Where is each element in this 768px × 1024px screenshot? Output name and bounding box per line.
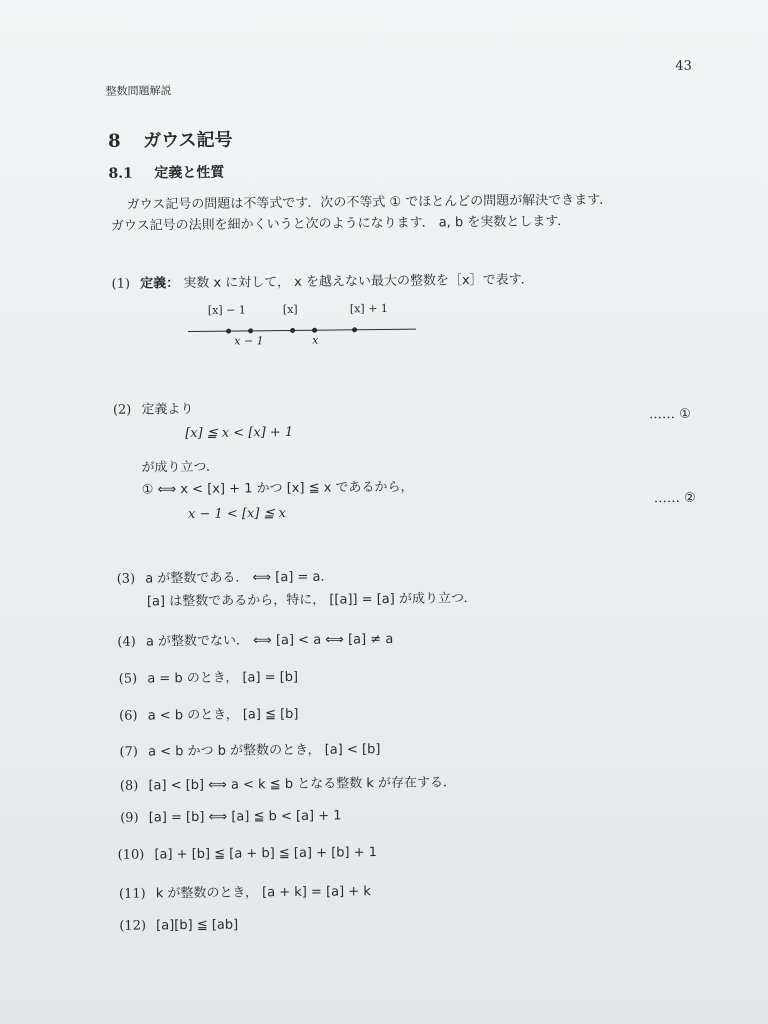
item-2-line-1: 定義より: [141, 401, 194, 418]
item-11-text: k が整数のとき， [a + k] = [a] + k: [155, 884, 371, 902]
item-9-text: [a] = [b] ⟺ [a] ≦ b < [a] + 1: [148, 808, 342, 826]
numline-label-floor: [x]: [282, 302, 298, 317]
item-5-text: a = b のとき， [a] = [b]: [147, 669, 299, 687]
item-label: (10): [117, 847, 145, 863]
item-label: (1): [111, 276, 131, 292]
item-3: [117, 566, 334, 587]
item-2: [113, 398, 194, 418]
numline-tick: [352, 327, 357, 332]
item-7-text: a < b かつ b が整数のとき， [a] < [b]: [147, 742, 381, 760]
item-12-text: [a][b] ≦ [ab]: [156, 917, 239, 934]
intro-line-1: ガウス記号の問題は不等式です．次の不等式 ① でほとんどの問題が解決できます．: [126, 192, 613, 213]
numline-axis: [188, 329, 416, 332]
item-label: (7): [119, 744, 139, 760]
item-label: (11): [118, 886, 146, 902]
item-label: (6): [119, 708, 138, 724]
item-12: [119, 918, 238, 934]
item-10-text: [a] + [b] ≦ [a + b] ≦ [a] + [b] + 1: [154, 845, 378, 863]
item-9: [120, 808, 341, 825]
subsection-number: 8.1: [108, 165, 133, 182]
item-8-text: [a] < [b] ⟺ a < k ≦ b となる整数 k が存在する．: [148, 775, 457, 794]
item-label: (8): [119, 778, 139, 794]
section-number: 8: [107, 130, 121, 152]
subsection-title: 定義と性質: [154, 164, 225, 182]
item-label: (4): [117, 634, 136, 650]
item-label: (9): [120, 810, 139, 826]
item-3-line-2: [a] は整数であるから，特に， [[a]] = [a] が成り立つ．: [146, 591, 477, 610]
equation-mark-2: …… ②: [653, 490, 696, 507]
number-line: [188, 296, 419, 348]
numline-tick: [226, 329, 231, 334]
item-7: [119, 738, 380, 760]
item-label: (3): [116, 571, 136, 587]
section-title: ガウス記号: [143, 129, 233, 152]
intro-line-2: ガウス記号の法則を細かくいうと次のようになります． a, b を実数とします．: [110, 214, 571, 234]
item-label: (5): [118, 671, 138, 687]
definition-text: 実数 x に対して， x を越えない最大の整数を［x］で表す．: [183, 272, 534, 292]
item-6: [119, 703, 299, 724]
numline-tick: [312, 328, 317, 333]
subsection-heading: [108, 162, 224, 183]
item-label: (2): [112, 402, 132, 418]
section-heading: [108, 126, 233, 153]
numline-tick: [290, 328, 295, 333]
item-2-line-2: が成り立つ．: [141, 459, 220, 476]
running-header: 整数問題解説: [105, 84, 172, 98]
item-4-text: a が整数でない． ⟺ [a] < a ⟺ [a] ≠ a: [145, 631, 394, 650]
item-1: [111, 268, 533, 291]
numline-label-floor-plus-1: [x] + 1: [349, 301, 388, 316]
numline-label-floor-minus-1: [x] − 1: [207, 303, 246, 317]
item-10: [118, 845, 378, 863]
item-5: [119, 666, 299, 687]
numline-label-x: x: [312, 333, 319, 347]
item-8: [120, 771, 456, 794]
item-3-line-1: a が整数である． ⟺ [a] = a．: [145, 569, 334, 587]
numline-tick: [248, 328, 253, 333]
numline-label-x-minus-1: x − 1: [234, 334, 264, 348]
inequality-1: [x] ≦ x < [x] + 1: [185, 424, 294, 442]
item-2-line-3: ① ⟺ x < [x] + 1 かつ [x] ≦ x であるから，: [141, 479, 414, 498]
equation-mark-1: …… ①: [648, 406, 691, 423]
item-6-text: a < b のとき， [a] ≦ [b]: [147, 706, 299, 724]
page-number: 43: [675, 58, 692, 74]
inequality-2: x − 1 < [x] ≦ x: [187, 506, 286, 523]
item-11: [119, 880, 371, 902]
definition-term: 定義：: [140, 276, 180, 292]
item-4: [117, 628, 393, 650]
item-label: (12): [119, 918, 147, 934]
